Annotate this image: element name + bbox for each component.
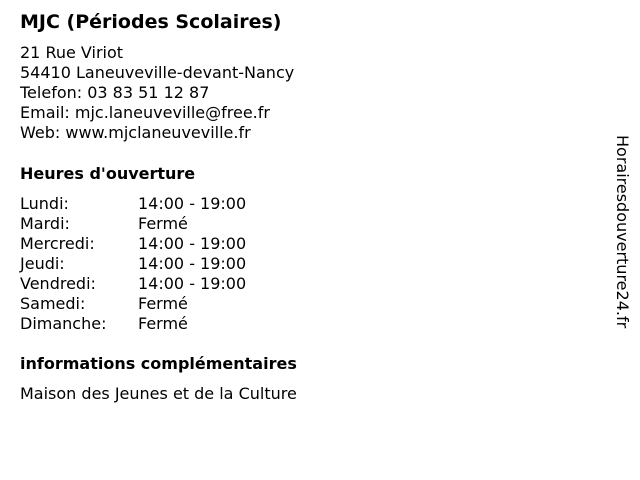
email-line: Email: mjc.laneuveville@free.fr — [20, 103, 270, 122]
hours-day: Lundi: — [20, 194, 69, 213]
additional-info-text: Maison des Jeunes et de la Culture — [20, 384, 297, 403]
hours-time: 14:00 - 19:00 — [138, 194, 247, 213]
opening-hours-heading: Heures d'ouverture — [20, 164, 196, 183]
hours-time: Fermé — [138, 314, 188, 333]
opening-hours-table — [20, 194, 246, 334]
hours-time: 14:00 - 19:00 — [138, 234, 247, 253]
hours-time: Fermé — [138, 294, 188, 313]
hours-day: Vendredi: — [20, 274, 96, 293]
hours-time: 14:00 - 19:00 — [138, 254, 247, 273]
hours-row — [20, 254, 246, 274]
additional-info-heading: informations complémentaires — [20, 354, 297, 373]
address-block — [20, 43, 294, 143]
address-street: 21 Rue Viriot — [20, 43, 124, 62]
hours-row — [20, 194, 246, 214]
hours-row — [20, 274, 246, 294]
hours-day: Samedi: — [20, 294, 86, 313]
hours-day: Dimanche: — [20, 314, 107, 333]
hours-day: Mercredi: — [20, 234, 95, 253]
hours-day: Mardi: — [20, 214, 70, 233]
address-city: 54410 Laneuveville-devant-Nancy — [20, 63, 295, 82]
hours-time: Fermé — [138, 214, 188, 233]
hours-row — [20, 314, 246, 334]
hours-time: 14:00 - 19:00 — [138, 274, 247, 293]
hours-row — [20, 234, 246, 254]
hours-row — [20, 214, 246, 234]
page-title: MJC (Périodes Scolaires) — [20, 11, 282, 33]
side-watermark-link: Horairesdouverture24.fr — [613, 135, 632, 329]
hours-row — [20, 294, 246, 314]
web-line: Web: www.mjclaneuveville.fr — [20, 123, 251, 142]
phone-line: Telefon: 03 83 51 12 87 — [20, 83, 210, 102]
hours-day: Jeudi: — [20, 254, 65, 273]
